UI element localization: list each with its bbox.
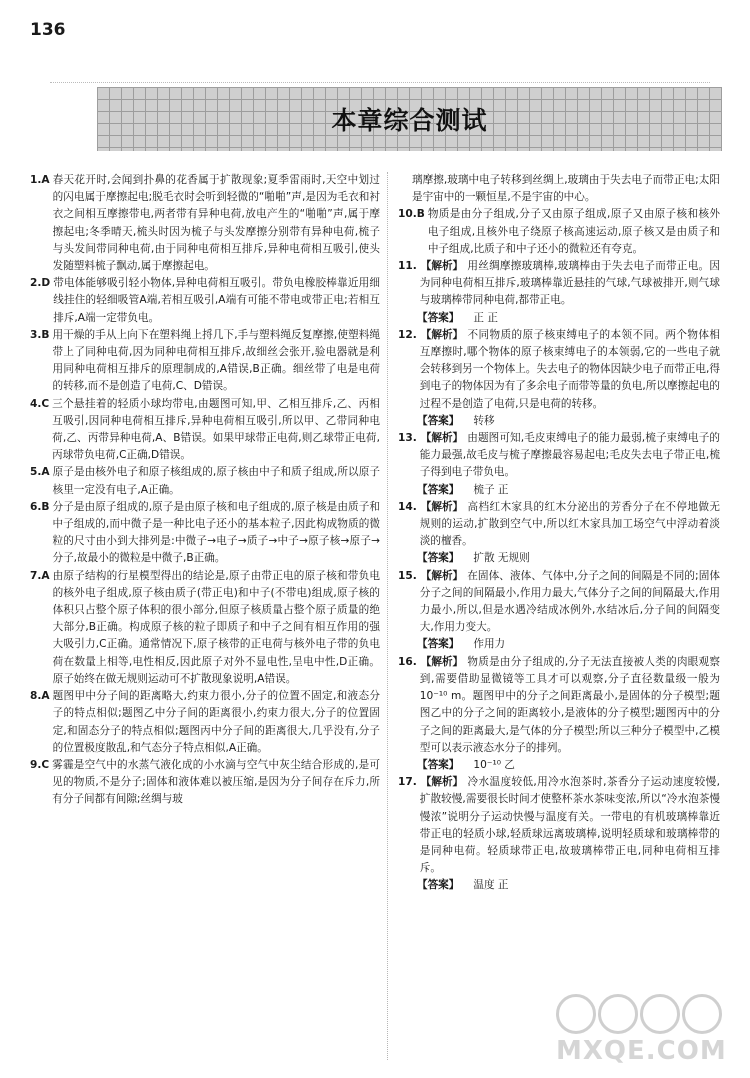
answer-item (398, 430, 720, 482)
item-text: 用干燥的手从上向下在塑料绳上捋几下,手与塑料绳反复摩擦,使塑料绳带上了同种电荷,因为同种电荷相互排斥,故细丝会张开,验电器就是利用同种电荷相互排斥的原理制成的,A错误,B正确。细丝带了电是电荷的转移,而不是创造了电荷,C、D错误。 (52, 328, 380, 393)
item-text: 雾霾是空气中的水蒸气液化成的小水滴与空气中灰尘结合形成的,是可见的物质,不是分子;固体和液体难以被压缩,是因为分子间存在斥力,所有分子间都有间隙;丝绸与玻 (52, 758, 380, 806)
page-number: 136 (30, 20, 66, 40)
watermark-circle-icon (682, 994, 722, 1034)
answer-item (398, 206, 720, 258)
item-text (420, 430, 720, 482)
item-number: 7.A (30, 569, 50, 582)
item-text: 由原子结构的行星模型得出的结论是,原子由带正电的原子核和带负电的核外电子组成,原子核由质子(带正电)和中子(不带电)组成,原子核的体积只占整个原子体积的很小部分,但原子核质量占整个原子质量的绝大部分,B正确。构成原子核的粒子即质子和中子之间有相互作用的强大吸引力,C正确。通常情况下,原子核带的正电荷与核外电子带的负电荷在数量上相等,电性相反,因此原子对外不显电性,呈电中性,D正确。原子始终在做无规则运动可不扩散现象说明,A错误。 (52, 569, 380, 685)
item-number: 10.B (398, 208, 425, 221)
answer-tag: 【答案】 (417, 638, 460, 651)
answer-tag: 【答案】 (417, 552, 460, 565)
analysis-text: 不同物质的原子核束缚电子的本领不同。两个物体相互摩擦时,哪个物体的原子核束缚电子的本领弱,它的一些电子就会转移到另一个物体上。失去电子的物体因缺少电子而带正电,得到电子的物体因为有了多余电子而带等量的负电,所以摩擦起电的过程不是创造了电荷,只是电荷的转移。 (419, 328, 720, 410)
answer-line (398, 310, 720, 327)
item-number: 12. (398, 328, 417, 341)
item-text (420, 568, 720, 637)
answer-item (398, 258, 720, 310)
analysis-tag: 【解析】 (420, 500, 464, 513)
answer-item (30, 568, 380, 688)
item-text: 三个悬挂着的轻质小球均带电,由题图可知,甲、乙相互排斥,乙、丙相互吸引,因同种电荷相互排斥,异种电荷相互吸引,所以甲、乙带同种电荷,乙、丙带异种电荷,A、B错误。如果甲球带正电荷,则乙球带正电荷,丙球带负电荷,C正确,D错误。 (52, 397, 380, 462)
analysis-tag: 【解析】 (420, 260, 464, 273)
item-number: 14. (398, 500, 417, 513)
answer-line (398, 757, 720, 774)
item-number: 16. (398, 655, 417, 668)
answer-value: 正 正 (473, 311, 498, 324)
analysis-text: 高档红木家具的红木分泌出的芳香分子在不停地做无规则的运动,扩散到空气中,所以红木家具加工场空气中浮动着淡淡的檀香。 (419, 500, 720, 548)
item-text (420, 499, 720, 551)
analysis-tag: 【解析】 (420, 655, 464, 668)
item-number: 8.A (30, 690, 50, 703)
answer-item (398, 499, 720, 551)
analysis-text: 用丝绸摩擦玻璃棒,玻璃棒由于失去电子而带正电。因为同种电荷相互排斥,玻璃棒靠近悬挂的气球,气球被排开,则气球与玻璃棒带同种电荷,都带正电。 (419, 260, 720, 307)
item-text (420, 258, 720, 310)
answer-value: 梳子 正 (473, 483, 509, 496)
item-number: 11. (398, 260, 417, 273)
answer-value: 10⁻¹⁰ 乙 (473, 758, 515, 771)
answer-line (398, 550, 720, 567)
item-number: 3.B (30, 328, 50, 341)
answer-tag: 【答案】 (417, 414, 460, 427)
left-column (30, 172, 380, 809)
column-divider (387, 172, 388, 1060)
watermark-circle-icon (598, 994, 638, 1034)
item-number: 2.D (30, 277, 51, 290)
watermark-circle-icon (640, 994, 680, 1034)
answer-item (30, 396, 380, 465)
item-number: 9.C (30, 758, 50, 771)
title-banner (97, 87, 722, 151)
analysis-text: 物质是由分子组成,分子又由原子组成,原子又由原子核和核外电子组成,且核外电子绕原子核高速运动,原子核又是由质子和中子组成,比质子和中子还小的微粒还有夸克。 (427, 208, 720, 255)
answer-item (398, 327, 720, 413)
answer-item (30, 172, 380, 275)
answer-line (398, 877, 720, 894)
watermark-logo (556, 994, 736, 1072)
answer-item (30, 327, 380, 396)
page-title: 本章综合测试 (331, 106, 488, 135)
item-text: 带电体能够吸引轻小物体,异种电荷相互吸引。带负电橡胶棒靠近用细线挂住的轻细吸管A端,若相互吸引,A端有可能不带电或带正电;若相互排斥,A端一定带负电。 (53, 277, 380, 324)
answer-line (398, 413, 720, 430)
answer-item (30, 499, 380, 568)
item-number: 1.A (30, 174, 50, 186)
answer-value: 温度 正 (473, 879, 509, 892)
answer-item (398, 568, 720, 637)
answer-tag: 【答案】 (417, 879, 460, 892)
answer-item (398, 654, 720, 757)
analysis-tag: 【解析】 (420, 569, 464, 582)
item-text: 题图甲中分子间的距离略大,约束力很小,分子的位置不固定,和液态分子的特点相似;题图乙中分子间的距离很小,约束力很大,分子的位置固定,和固态分子的特点相似;题图丙中分子间的距离很大,几乎没有,分子的位置极度散乱,和气态分子特点相似,A正确。 (52, 690, 380, 754)
item-text: 春天花开时,会闻到扑鼻的花香属于扩散现象;夏季雷雨时,天空中划过的闪电属于摩擦起电;脱毛衣时会听到轻微的“啪啪”声,是因为毛衣和衬衣之间相互摩擦带电,两者带有异种电荷,放电产生的“啪啪”声,属于摩擦起电;冬季晴天,梳头时因为梳子与头发摩擦分别带有异种电荷,梳子与头发间带同种电荷,由于同种电荷相互排斥,异种电荷相互吸引,使头发随塑料梳子飘动,属于摩擦起电。 (52, 174, 380, 273)
watermark-circles (556, 994, 736, 1034)
item-number: 13. (398, 432, 417, 445)
item-text (420, 327, 720, 413)
watermark-text: MXQE.COM (556, 1036, 727, 1066)
analysis-text: 由题图可知,毛皮束缚电子的能力最弱,梳子束缚电子的能力最强,故毛皮与梳子摩擦最容易起电;毛皮失去电子带正电,梳子得到电子带负电。 (419, 432, 720, 479)
answer-item (30, 757, 380, 809)
analysis-text: 冷水温度较低,用冷水泡茶时,茶香分子运动速度较慢,扩散较慢,需要很长时间才使整杯茶水茶味变浓,所以“冷水泡茶慢慢浓”说明分子运动快慢与温度有关。一带电的有机玻璃棒靠近带正电的轻质小球,轻质球远离玻璃棒,说明轻质球和玻璃棒带的是同种电荷。轻质球带正电,故玻璃棒带正电,同种电荷相互排斥。 (419, 776, 720, 875)
item-text (428, 206, 720, 258)
answer-value: 作用力 (473, 638, 506, 651)
continued-text: 璃摩擦,玻璃中电子转移到丝绸上,玻璃由于失去电子而带正电;太阳是宇宙中的一颗恒星,不是宇宙的中心。 (412, 174, 720, 204)
answer-item (398, 774, 720, 877)
item-text (420, 774, 720, 877)
analysis-text: 在固体、液体、气体中,分子之间的间隔是不同的;固体分子之间的间隔最小,作用力最大,气体分子之间的间隔最大,作用力最小,所以,但是水遇冷结成冰例外,水结冰后,分子间的间隔变大,作用力变大。 (419, 569, 720, 634)
analysis-tag: 【解析】 (420, 432, 464, 445)
answer-item (30, 275, 380, 327)
item-text: 原子是由核外电子和原子核组成的,原子核由中子和质子组成,所以原子核里一定没有电子,A正确。 (52, 466, 380, 496)
answer-item (30, 464, 380, 498)
item-text: 分子是由原子组成的,原子是由原子核和电子组成的,原子核是由质子和中子组成的,而中微子是一种比电子还小的基本粒子,因此构成物质的微粒的尺寸由小到大排列是:中微子→电子→质子→中子→原子核→原子→分子,故最小的微粒是中微子,B正确。 (52, 500, 380, 565)
answer-value: 转移 (473, 414, 495, 427)
answer-line (398, 636, 720, 653)
right-column (398, 172, 720, 895)
answer-tag: 【答案】 (417, 758, 460, 771)
analysis-tag: 【解析】 (420, 776, 464, 789)
answer-tag: 【答案】 (417, 483, 460, 496)
answer-line (398, 482, 720, 499)
item-number: 6.B (30, 500, 50, 513)
item-number: 5.A (30, 466, 50, 479)
analysis-tag: 【解析】 (420, 328, 464, 341)
watermark-circle-icon (556, 994, 596, 1034)
answer-item (30, 688, 380, 757)
answer-value: 扩散 无规则 (473, 552, 530, 565)
top-divider (50, 82, 710, 83)
analysis-text: 物质是由分子组成的,分子无法直接被人类的肉眼观察到,需要借助显微镜等工具才可以观察,分子直径数量级一般为10⁻¹⁰ m。题图甲中的分子之间距离最小,是固体的分子模型;题图乙中的分子之间的距离较小,是液体的分子模型;题图丙中的分子之间的距离最大,是气体的分子模型;所以三种分子模型中,乙模型可以表示液态水分子的排列。 (419, 655, 720, 754)
answer-tag: 【答案】 (417, 311, 460, 324)
item-text (420, 654, 720, 757)
item-number: 4.C (30, 397, 50, 410)
item-number: 17. (398, 776, 417, 789)
item-number: 15. (398, 569, 417, 582)
